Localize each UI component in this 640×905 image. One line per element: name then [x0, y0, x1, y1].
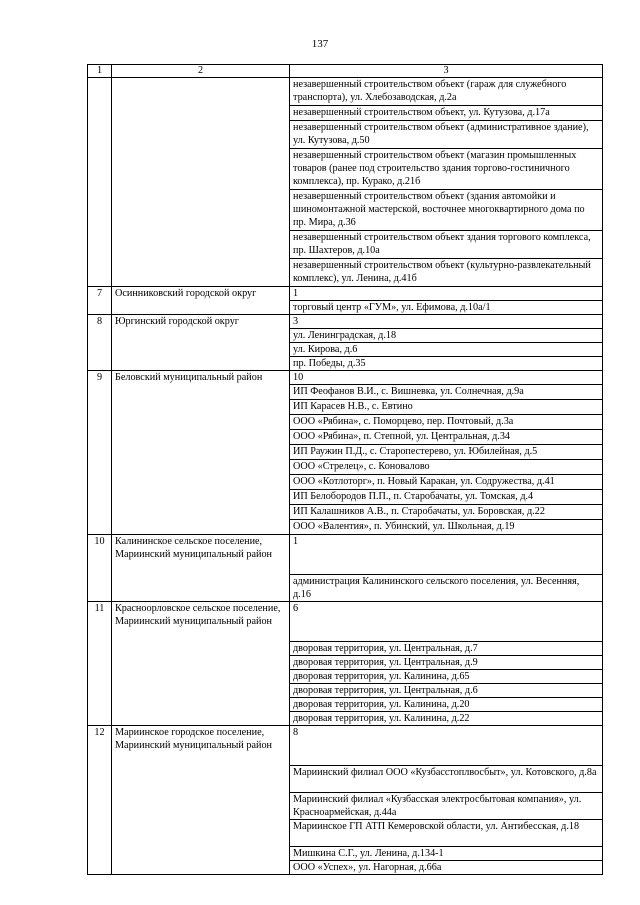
count-cell: 10: [290, 371, 603, 385]
number-cell: 9: [88, 371, 112, 535]
count-cell: 3: [290, 315, 603, 329]
object-cell: ООО «Рябина», с. Поморцево, пер. Почтовый, д.3а: [290, 415, 603, 430]
object-cell: незавершенный строительством объект (административное здание), ул. Кутузова, д.50: [290, 121, 603, 149]
object-cell: ООО «Котлоторг», п. Новый Каракан, ул. Содружества, д.41: [290, 475, 603, 490]
group-row: [88, 287, 603, 301]
group-row: [88, 535, 603, 575]
object-cell: Мариинский филиал «Кузбасская электросбытовая компания», ул. Красноармейская, д.44а: [290, 793, 603, 820]
header-cell-3: 3: [290, 65, 603, 78]
number-cell: 8: [88, 315, 112, 371]
object-cell: Мариинский филиал ООО «Кузбасстоплвосбыт», ул. Котовского, д.8а: [290, 766, 603, 793]
object-cell: дворовая территория, ул. Калинина, д.65: [290, 670, 603, 684]
group-row: [88, 315, 603, 329]
object-cell: дворовая территория, ул. Центральная, д.7: [290, 642, 603, 656]
data-table: [87, 64, 603, 875]
district-cell: Красноорловское сельское поселение, Мариинский муниципальный район: [112, 602, 290, 726]
object-cell: незавершенный строительством объект здания торгового комплекса, пр. Шахтеров, д.10а: [290, 231, 603, 259]
object-cell: ИП Феофанов В.И., с. Вишневка, ул. Солнечная, д.9а: [290, 385, 603, 400]
header-cell-1: 1: [88, 65, 112, 78]
object-cell: ИП Карасев Н.В., с. Евтино: [290, 400, 603, 415]
count-cell: 1: [290, 535, 603, 575]
object-cell: ИП Раужин П.Д., с. Старопестерево, ул. Юбилейная, д.5: [290, 445, 603, 460]
district-cell: Мариинское городское поселение, Мариинский муниципальный район: [112, 726, 290, 875]
object-cell: незавершенный строительством объект (здания автомойки и шиномонтажной мастерской, восточнее многоквартирного дома по пр. Мира, д.36: [290, 190, 603, 231]
object-cell: пр. Победы, д.35: [290, 357, 603, 371]
object-cell: незавершенный строительством объект, ул. Кутузова, д.17а: [290, 106, 603, 121]
object-cell: ИП Белобородов П.П., п. Старобачаты, ул. Томская, д.4: [290, 490, 603, 505]
number-cell: 12: [88, 726, 112, 875]
count-cell: 1: [290, 287, 603, 301]
object-cell: дворовая территория, ул. Центральная, д.6: [290, 684, 603, 698]
table-row: [88, 78, 603, 106]
number-cell: [88, 78, 112, 287]
object-cell: дворовая территория, ул. Калинина, д.20: [290, 698, 603, 712]
object-cell: дворовая территория, ул. Центральная, д.9: [290, 656, 603, 670]
district-cell: [112, 78, 290, 287]
object-cell: ООО «Стрелец», с. Коновалово: [290, 460, 603, 475]
object-cell: ИП Калашников А.В., п. Старобачаты, ул. Боровская, д.22: [290, 505, 603, 520]
header-row: [88, 65, 603, 78]
object-cell: администрация Калининского сельского поселения, ул. Весенняя, д.16: [290, 575, 603, 602]
district-cell: Беловский муниципальный район: [112, 371, 290, 535]
object-cell: ООО «Успех», ул. Нагорная, д.66а: [290, 861, 603, 875]
object-cell: Мариинское ГП АТП Кемеровской области, ул. Антибесская, д.18: [290, 820, 603, 847]
district-cell: Осинниковский городской округ: [112, 287, 290, 315]
object-cell: Мишкина С.Г., ул. Ленина, д.134-1: [290, 847, 603, 861]
object-cell: ООО «Валентия», п. Убинский, ул. Школьная, д.19: [290, 520, 603, 535]
object-cell: незавершенный строительством объект (гараж для служебного транспорта), ул. Хлебозаводская, д.2а: [290, 78, 603, 106]
group-row: [88, 602, 603, 642]
district-cell: Юргинский городской округ: [112, 315, 290, 371]
district-cell: Калининское сельское поселение, Мариинский муниципальный район: [112, 535, 290, 602]
page-number: 137: [311, 38, 329, 50]
object-cell: незавершенный строительством объект (магазин промышленных товаров (ранее под строительство здания торгово-гостиничного комплекса), пр. Курако, д.21б: [290, 149, 603, 190]
object-cell: ул. Кирова, д.6: [290, 343, 603, 357]
object-cell: незавершенный строительством объект (культурно-развлекательный комплекс), ул. Ленина, д.41б: [290, 259, 603, 287]
count-cell: 8: [290, 726, 603, 766]
number-cell: 11: [88, 602, 112, 726]
group-row: [88, 371, 603, 385]
object-cell: ООО «Рябина», п. Степной, ул. Центральная, д.34: [290, 430, 603, 445]
group-row: [88, 726, 603, 766]
header-cell-2: 2: [112, 65, 290, 78]
number-cell: 7: [88, 287, 112, 315]
object-cell: торговый центр «ГУМ», ул. Ефимова, д.10а/1: [290, 301, 603, 315]
number-cell: 10: [88, 535, 112, 602]
count-cell: 6: [290, 602, 603, 642]
object-cell: ул. Ленинградская, д.18: [290, 329, 603, 343]
object-cell: дворовая территория, ул. Калинина, д.22: [290, 712, 603, 726]
